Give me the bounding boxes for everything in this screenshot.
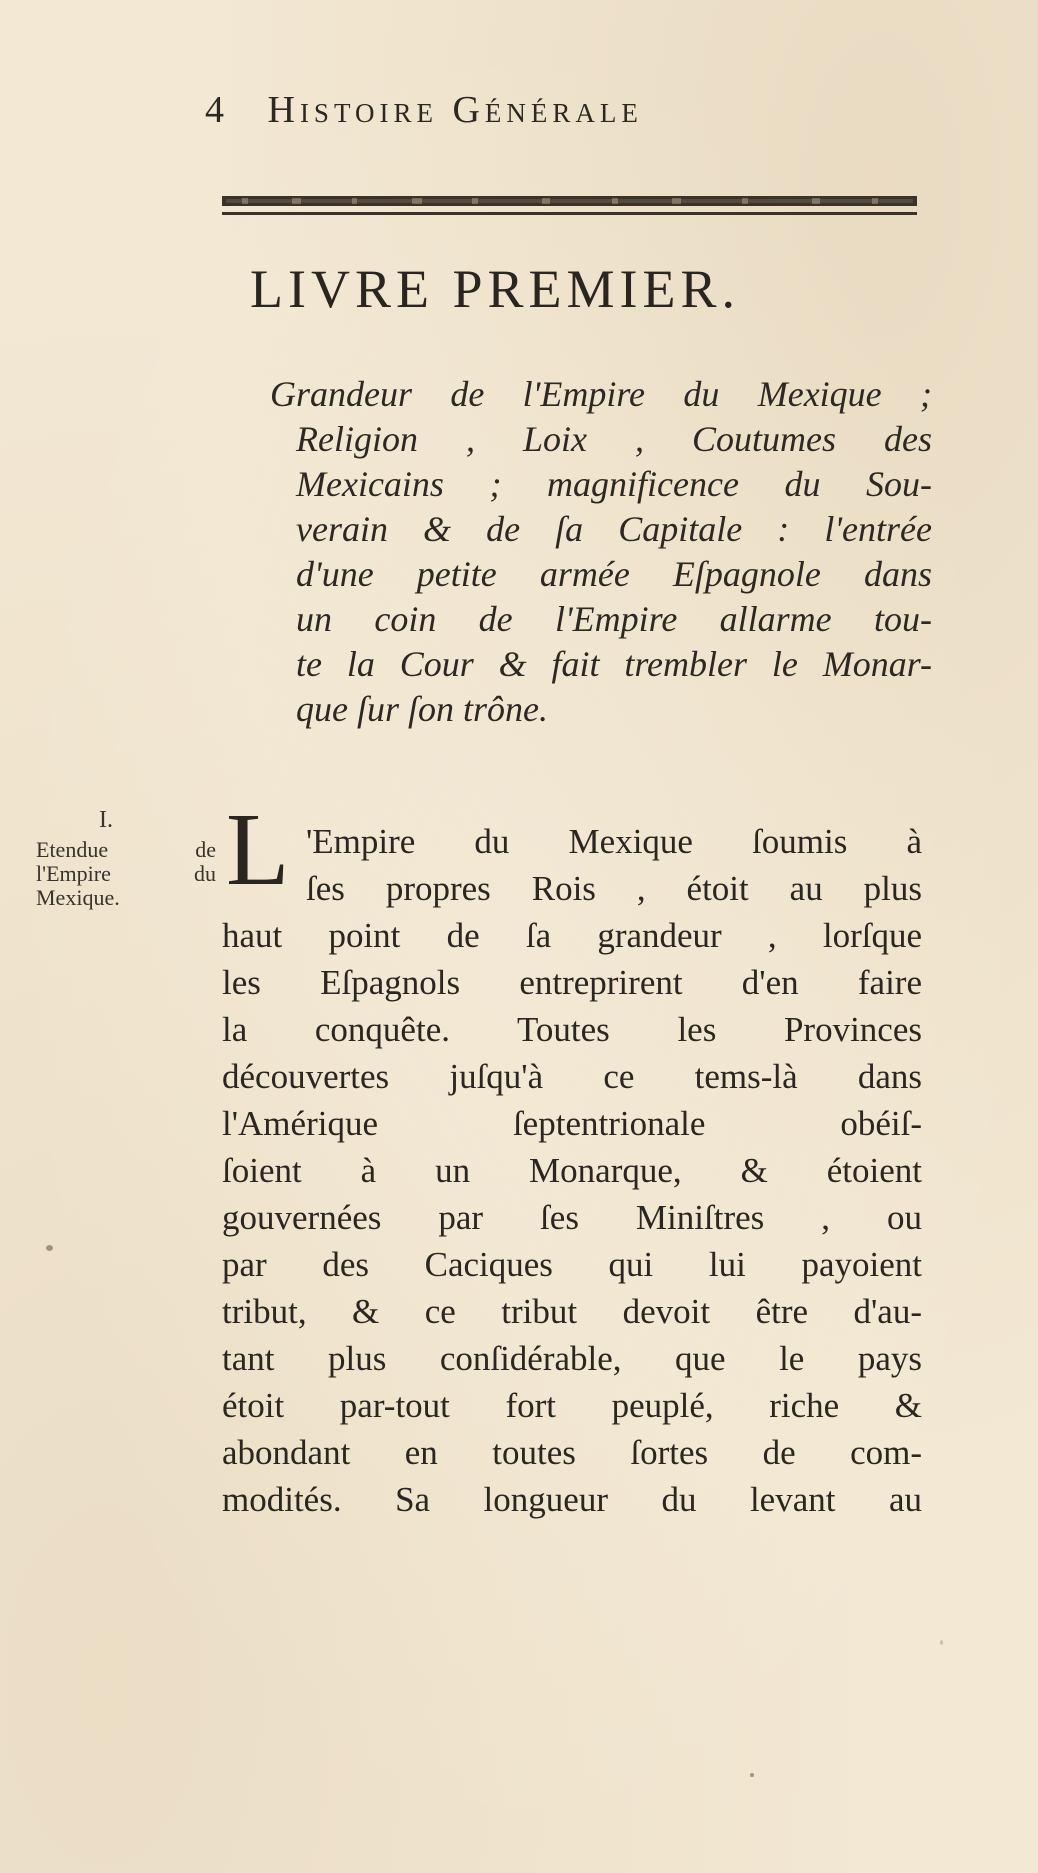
summary-line: un coin de l'Empire allarme tou- [296, 599, 932, 639]
summary-line: que ſur ſon trône. [296, 689, 548, 729]
section-number: I. [99, 807, 113, 833]
body-line: modités. Sa longueur du levant au [222, 1480, 922, 1519]
marginal-note-line: Etendue de [36, 837, 216, 862]
running-head [205, 88, 845, 138]
paper-speck [750, 1773, 754, 1777]
body-line: découvertes juſqu'à ce tems-là dans [222, 1057, 922, 1096]
body-line: tant plus conſidérable, que le pays [222, 1339, 922, 1378]
body-line: ſes propres Rois , étoit au plus [306, 869, 922, 908]
marginal-note-line: l'Empire du [36, 861, 216, 886]
summary-line: d'une petite armée Eſpagnole dans [296, 554, 932, 594]
ornamental-rule [222, 193, 917, 221]
running-title: Histoire Générale [267, 89, 643, 131]
body-line: par des Caciques qui lui payoient [222, 1245, 922, 1284]
body-line: ſoient à un Monarque, & étoient [222, 1151, 922, 1190]
body-line: l'Amérique ſeptentrionale obéiſ- [222, 1104, 922, 1143]
paper-speck [940, 1640, 943, 1645]
body-line: abondant en toutes ſortes de com- [222, 1433, 922, 1472]
marginal-note-line: Mexique. [36, 885, 120, 910]
chapter-title: LIVRE PREMIER. [250, 259, 741, 319]
marginal-note [36, 808, 216, 910]
summary-line: Grandeur de l'Empire du Mexique ; [270, 374, 932, 414]
summary-line: te la Cour & fait trembler le Monar- [296, 644, 932, 684]
summary-line: verain & de ſa Capitale : l'entrée [296, 509, 932, 549]
summary-line: Religion , Loix , Coutumes des [296, 419, 932, 459]
chapter-summary [270, 372, 932, 732]
body-line: 'Empire du Mexique ſoumis à [306, 822, 922, 861]
body-paragraph [222, 818, 922, 1523]
body-line: la conquête. Toutes les Provinces [222, 1010, 922, 1049]
summary-line: Mexicains ; magnificence du Sou- [296, 464, 932, 504]
body-line: étoit par-tout fort peuplé, riche & [222, 1386, 922, 1425]
body-line: haut point de ſa grandeur , lorſque [222, 916, 922, 955]
body-line: tribut, & ce tribut devoit être d'au- [222, 1292, 922, 1331]
paper-speck [46, 1245, 53, 1251]
page-number: 4 [205, 89, 229, 131]
drop-cap: L [226, 792, 290, 907]
body-line: les Eſpagnols entreprirent d'en faire [222, 963, 922, 1002]
body-line: gouvernées par ſes Miniſtres , ou [222, 1198, 922, 1237]
